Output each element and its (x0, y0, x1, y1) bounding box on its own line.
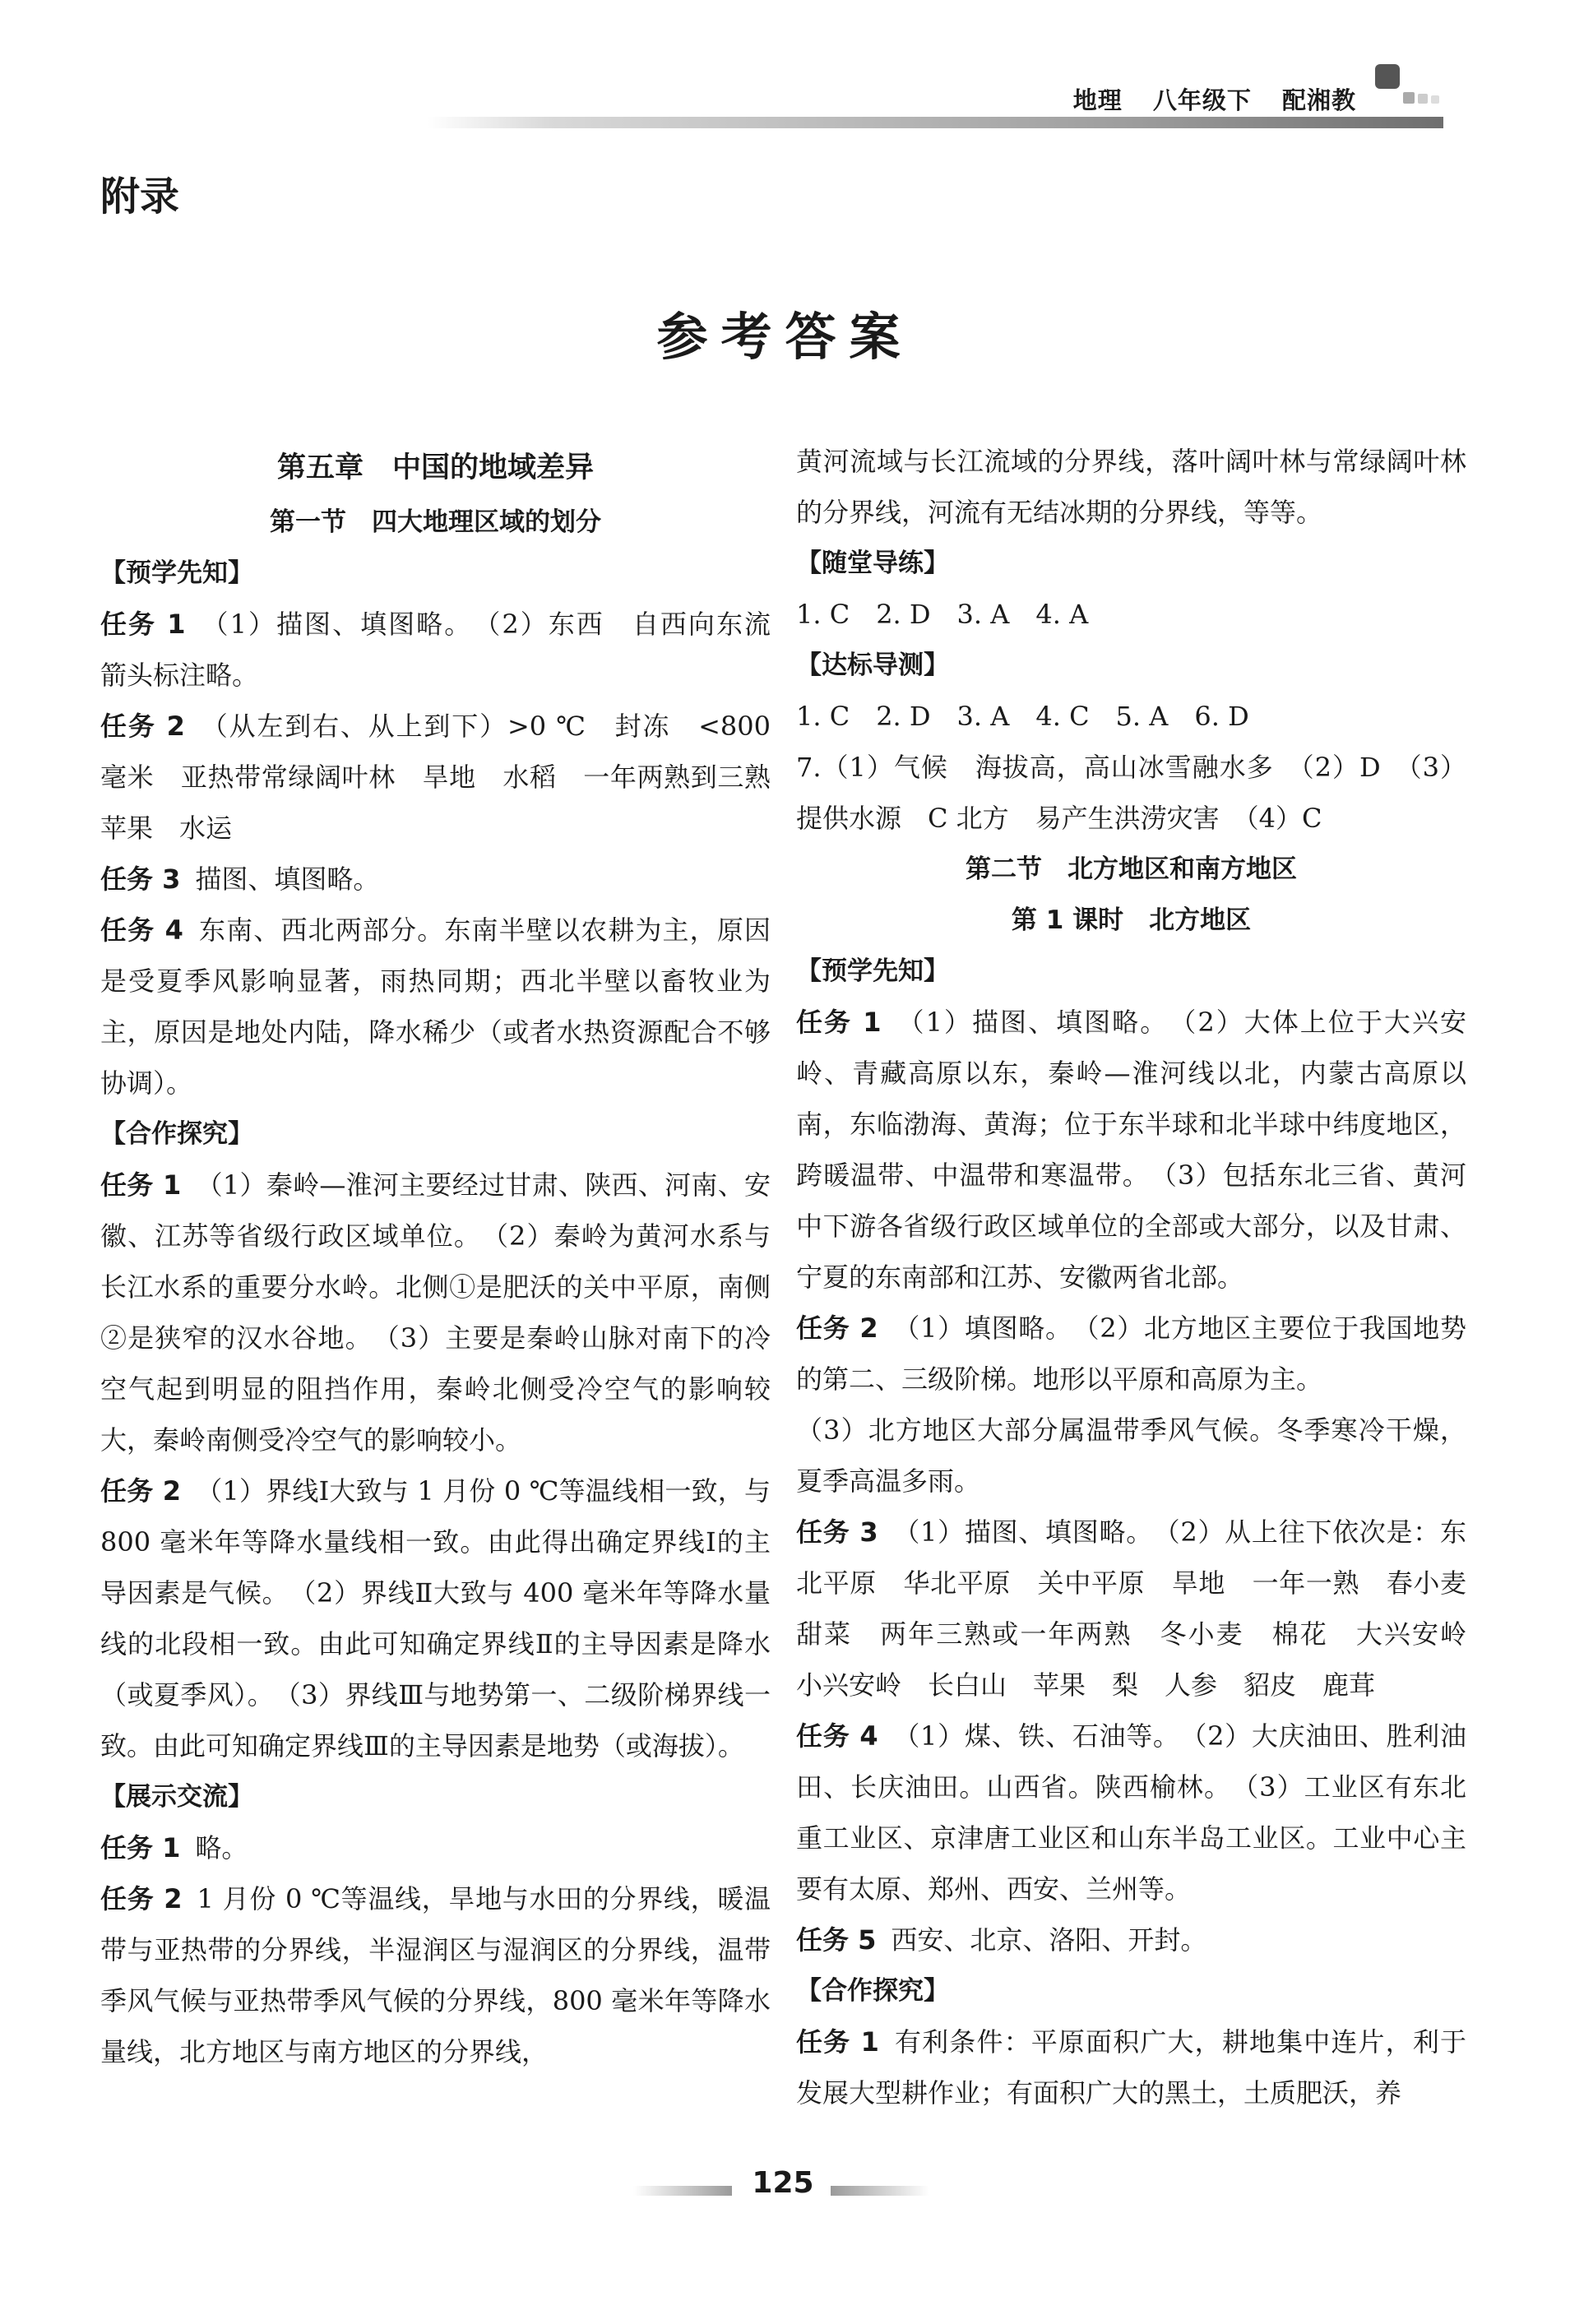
test-answer-7: 7.（1）气候 海拔高，高山冰雪融水多 （2）D （3）提供水源 C 北方 易产生洪涝灾害 （4）C (796, 752, 1466, 834)
header-subject: 地理 (1072, 86, 1123, 114)
task-label: 任务 2 (100, 1883, 183, 1914)
answer-item (100, 599, 797, 701)
answer-item (100, 1822, 771, 1873)
answer-text: （1）填图略。 （2）北方地区主要位于我国地势的第二、三级阶梯。地形以平原和高原为主。 (796, 1312, 1466, 1395)
task-label: 任务 1 (100, 1832, 181, 1863)
answer-item (796, 2016, 1466, 2118)
answer-text: 有利条件：平原面积广大，耕地集中连片，利于发展大型耕作业；有面积广大的黑土，土质肥沃，养 (796, 2026, 1466, 2109)
running-header (1052, 82, 1356, 116)
task-label: 任务 3 (100, 863, 181, 895)
test-answers: 1. C 2. D 3. A 4. C 5. A 6. D (796, 701, 1249, 732)
answer-text: 1 月份 0 ℃等温线，旱地与水田的分界线，暖温带与亚热带的分界线，半湿润区与湿润区的分界线，温带季风气候与亚热带季风气候的分界线，800 毫米年等降水量线，北方地区与南方地区的分界线， (100, 1883, 771, 2067)
appendix-title: 附录 (100, 174, 180, 220)
lesson-heading: 第 1 课时 北方地区 (1011, 905, 1252, 935)
page-title: 参考答案 (656, 307, 914, 367)
page-number: 125 (752, 2166, 814, 2200)
answer-text: 东南、西北两部分。东南半壁以农耕为主，原因是受夏季风影响显著，雨热同期；西北半壁以畜牧业为主，原因是地处内陆，降水稀少（或者水热资源配合不够协调）。 (100, 914, 771, 1099)
heading-cooperation: 【合作探究】 (100, 1119, 253, 1149)
answer-text: 略。 (195, 1832, 248, 1863)
task-label: 任务 3 (796, 1516, 878, 1548)
answer-text: 描图、填图略。 (195, 863, 380, 895)
heading-cooperation: 【合作探究】 (796, 1976, 949, 2006)
right-column (796, 436, 1494, 2118)
footer-bar-left (633, 2186, 732, 2196)
task-label: 任务 4 (100, 914, 183, 946)
heading-preview: 【预学先知】 (796, 956, 949, 986)
answer-item (100, 854, 771, 905)
heading-practice: 【随堂导练】 (796, 549, 949, 578)
task-label: 任务 2 (100, 1475, 182, 1507)
header-band (428, 117, 1443, 128)
heading-show: 【展示交流】 (100, 1782, 253, 1812)
answer-text: （1）描图、填图略。 （2）东西 自西向东流 箭头标注略。 (100, 609, 797, 691)
answer-item (796, 997, 1466, 1303)
answer-text: 黄河流域与长江流域的分界线，落叶阔叶林与常绿阔叶林的分界线，河流有无结冰期的分界线，等等。 (796, 446, 1466, 528)
left-column (100, 436, 798, 2077)
task-label: 任务 5 (796, 1924, 877, 1956)
chapter-heading: 第五章 中国的地域差异 (276, 451, 594, 484)
answer-item (100, 1873, 771, 2077)
section-heading: 第二节 北方地区和南方地区 (966, 854, 1297, 884)
answer-item (100, 1465, 771, 1771)
answer-text: （1）秦岭—淮河主要经过甘肃、陕西、河南、安徽、江苏等省级行政区域单位。 （2）秦岭为黄河水系与长江水系的重要分水岭。北侧①是肥沃的关中平原，南侧②是狭窄的汉水谷地。 （3）主要是秦岭山脉对南下的冷空气起到明显的阻挡作用，秦岭北侧受冷空气的影响较大，秦岭南侧受冷空气的影响较小。 (100, 1169, 771, 1456)
answer-text: （1）描图、填图略。 （2）大体上位于大兴安岭、青藏高原以东，秦岭—淮河线以北，内蒙古高原以南，东临渤海、黄海；位于东半球和北半球中纬度地区，跨暖温带、中温带和寒温带。 （3）包括东北三省、黄河中下游各省级行政区域单位的全部或大部分，以及甘肃、宁夏的东南部和江苏、安徽两省北部。 (796, 1007, 1466, 1293)
practice-answers: 1. C 2. D 3. A 4. A (796, 599, 1089, 630)
answer-text: （从左到右、从上到下）>0 ℃ 封冻 <800 毫米 亚热带常绿阔叶林 旱地 水稻 一年两熟到三熟 苹果 水运 (100, 711, 798, 844)
header-decoration-icon (1375, 62, 1441, 112)
header-grade: 八年级下 (1152, 86, 1252, 114)
heading-test: 【达标导测】 (796, 650, 949, 680)
page-footer (0, 2163, 1570, 2212)
answer-text: （1）煤、铁、石油等。 （2）大庆油田、胜利油田、长庆油田。山西省。陕西榆林。 （3）工业区有东北重工业区、京津唐工业区和山东半岛工业区。工业中心主要有太原、郑州、西安、兰州等。 (796, 1720, 1466, 1905)
task-label: 任务 1 (100, 1169, 182, 1201)
task-label: 任务 2 (100, 711, 185, 742)
answer-item (100, 1160, 771, 1465)
task-label: 任务 2 (796, 1312, 878, 1344)
footer-bar-right (831, 2186, 929, 2196)
answer-item (100, 905, 771, 1109)
section-heading: 第一节 四大地理区域的划分 (270, 507, 601, 537)
answer-item (796, 1507, 1494, 1711)
task-label: 任务 1 (796, 2026, 879, 2058)
answer-text: （3）北方地区大部分属温带季风气候。冬季寒冷干燥，夏季高温多雨。 (796, 1414, 1466, 1497)
answer-item (796, 1914, 1466, 1965)
answer-item (796, 1711, 1466, 1914)
header-edition: 配湘教 (1281, 86, 1356, 114)
answer-text: （1）描图、填图略。 （2）从上往下依次是：东北平原 华北平原 关中平原 旱地 一年一熟 春小麦 甜菜 两年三熟或一年两熟 冬小麦 棉花 大兴安岭 小兴安岭 长白山 苹果 梨 人参 貂皮 鹿茸 (796, 1516, 1494, 1701)
task-label: 任务 1 (100, 609, 186, 640)
heading-preview: 【预学先知】 (100, 558, 253, 588)
answer-item (796, 1303, 1466, 1405)
answer-text: （1）界线Ⅰ大致与 1 月份 0 ℃等温线相一致，与 800 毫米年等降水量线相一致。由此得出确定界线Ⅰ的主导因素是气候。 （2）界线Ⅱ大致与 400 毫米年等降水量线的北段相一致。由此可知确定界线Ⅱ的主导因素是降水（或夏季风）。 （3）界线Ⅲ与地势第一、二级阶梯界线一致。由此可知确定界线Ⅲ的主导因素是地势（或海拔）。 (100, 1475, 771, 1762)
answer-text: 西安、北京、洛阳、开封。 (891, 1924, 1207, 1956)
answer-item (100, 701, 798, 854)
task-label: 任务 4 (796, 1720, 878, 1752)
task-label: 任务 1 (796, 1007, 882, 1038)
